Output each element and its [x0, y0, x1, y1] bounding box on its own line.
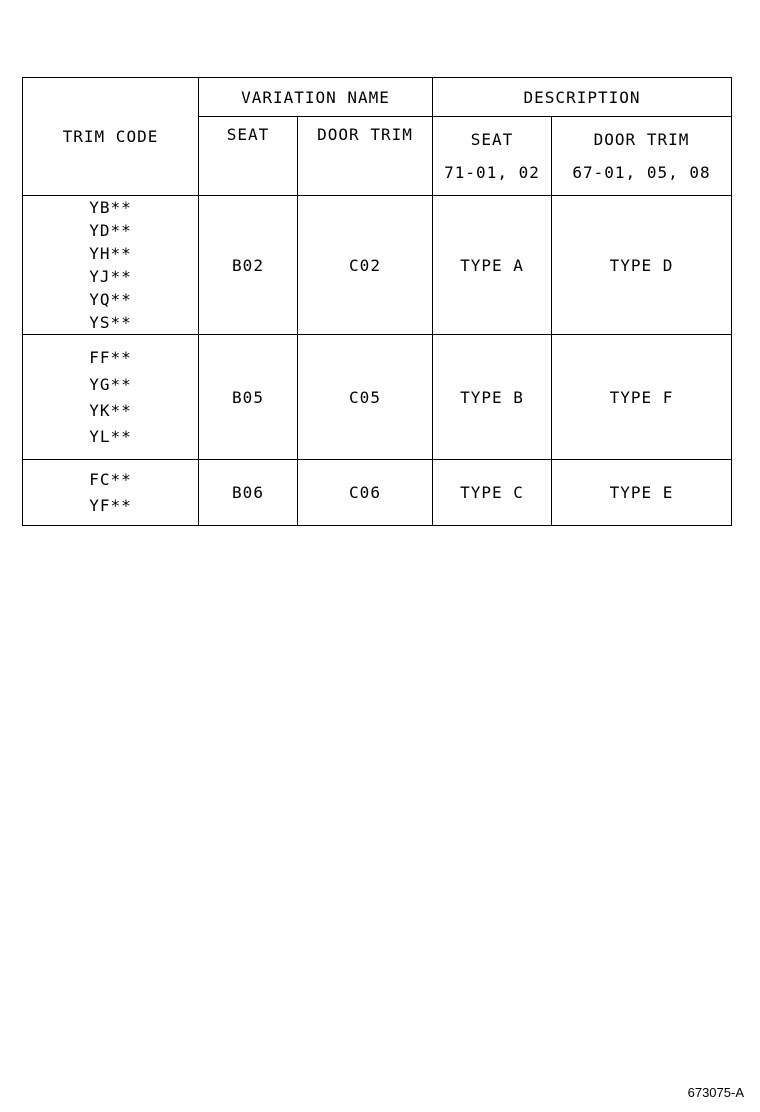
desc-door-trim-header	[552, 117, 732, 196]
trim-code: YQ**	[89, 290, 132, 309]
desc-door-trim-label: DOOR TRIM	[593, 130, 690, 149]
header-row-1	[23, 78, 732, 117]
seat-header	[199, 117, 298, 196]
figure-id: 673075-A	[687, 1085, 744, 1100]
seat-variation-cell: B06	[199, 460, 298, 526]
table-row	[23, 460, 732, 526]
desc-seat-ref: 71-01, 02	[444, 163, 540, 182]
door-trim-variation-cell: C05	[298, 335, 433, 460]
door-trim-type-cell: TYPE D	[552, 196, 732, 335]
seat-type-cell: TYPE A	[433, 196, 552, 335]
door-trim-type-cell: TYPE E	[552, 460, 732, 526]
table-row	[23, 335, 732, 460]
seat-type-cell: TYPE B	[433, 335, 552, 460]
door-trim-header-label: DOOR TRIM	[317, 125, 413, 144]
seat-variation-cell: B02	[199, 196, 298, 335]
trim-code: YB**	[89, 198, 132, 217]
trim-codes-cell	[23, 335, 199, 460]
trim-code-table	[22, 77, 732, 526]
seat-header-label: SEAT	[226, 125, 270, 144]
door-trim-header	[298, 117, 433, 196]
seat-type-cell: TYPE C	[433, 460, 552, 526]
trim-code: YJ**	[89, 267, 132, 286]
trim-codes-cell	[23, 460, 199, 526]
trim-code: YS**	[89, 313, 132, 332]
door-trim-variation-cell: C02	[298, 196, 433, 335]
trim-code: YH**	[89, 244, 132, 263]
desc-seat-label: SEAT	[470, 130, 514, 149]
door-trim-type-cell: TYPE F	[552, 335, 732, 460]
variation-name-header: VARIATION NAME	[199, 78, 433, 117]
trim-code: YL**	[89, 427, 132, 446]
trim-codes-cell	[23, 196, 199, 335]
description-header: DESCRIPTION	[433, 78, 732, 117]
trim-code: YG**	[89, 375, 132, 394]
desc-door-trim-ref: 67-01, 05, 08	[572, 163, 711, 182]
door-trim-variation-cell: C06	[298, 460, 433, 526]
seat-variation-cell: B05	[199, 335, 298, 460]
trim-code: YK**	[89, 401, 132, 420]
trim-code: YD**	[89, 221, 132, 240]
trim-code: YF**	[89, 495, 132, 515]
trim-code: FF**	[89, 348, 132, 367]
trim-code: FC**	[89, 469, 132, 489]
table-row	[23, 196, 732, 335]
trim-code-header: TRIM CODE	[23, 78, 199, 196]
desc-seat-header	[433, 117, 552, 196]
